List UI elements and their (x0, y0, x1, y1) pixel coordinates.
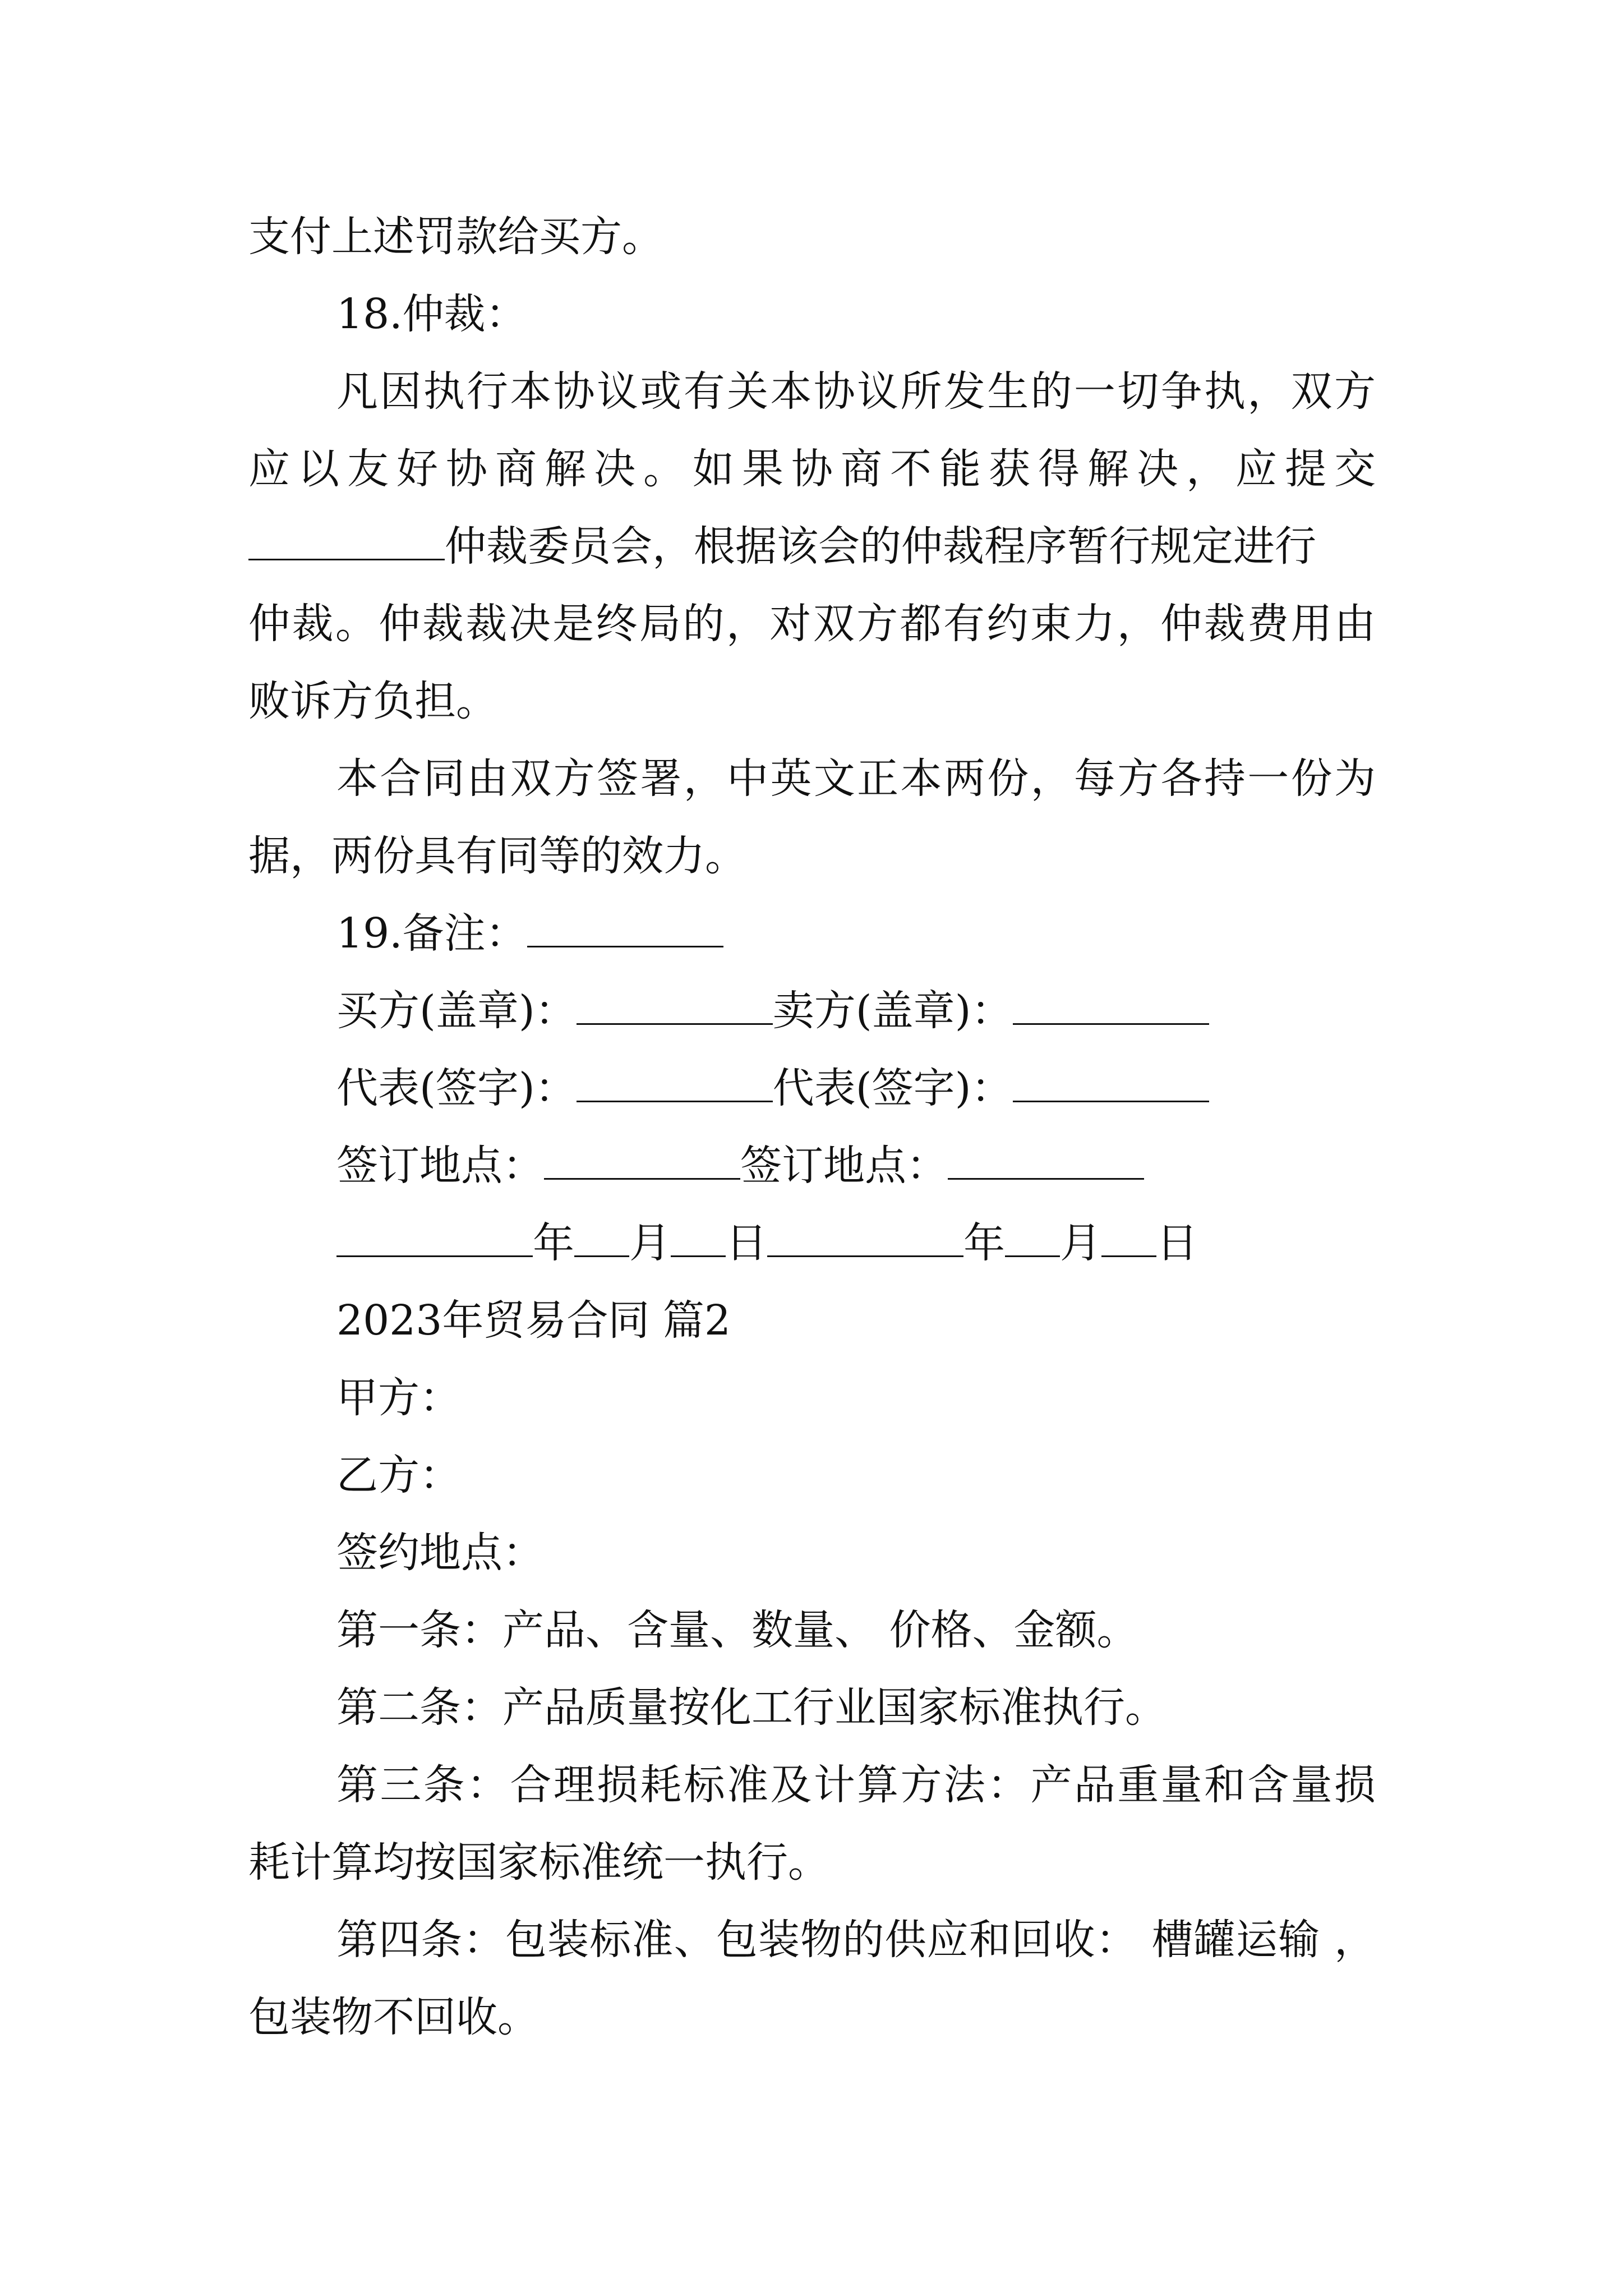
year-label: 年 (533, 1219, 574, 1267)
year-label: 年 (963, 1219, 1005, 1267)
blank-field (574, 1221, 629, 1257)
day-label: 日 (1156, 1219, 1198, 1267)
party-b-line: 乙方： (336, 1451, 461, 1499)
blank-field (1005, 1221, 1060, 1257)
buyer-seal-label: 买方(盖章)： (336, 987, 577, 1035)
remarks-line (336, 905, 1376, 961)
month-label: 月 (629, 1219, 671, 1267)
paragraph-line: 应以友好协商解决。如果协商不能获得解决，应提交 (248, 445, 1376, 493)
article-4: 第四条：包装标准、包装物的供应和回收： 槽罐运输 ， (336, 1916, 1376, 1964)
paragraph-line: 凡因执行本协议或有关本协议所发生的一切争执，双方 (336, 367, 1376, 416)
blank-field (767, 1221, 963, 1257)
paragraph-line: 据，两份具有同等的效力。 (248, 832, 746, 880)
paragraph-line: 败诉方负担。 (248, 677, 497, 725)
paragraph-line: 支付上述罚款给买方。 (248, 213, 663, 261)
sign-place-line: 签约地点： (336, 1529, 544, 1577)
day-label: 日 (726, 1219, 767, 1267)
blank-field (336, 1221, 533, 1257)
place-label: 签订地点： (336, 1142, 544, 1190)
blank-field (948, 1143, 1144, 1180)
rep-sign-label: 代表(签字)： (336, 1064, 577, 1112)
paragraph-line (248, 518, 1376, 574)
blank-field (527, 911, 723, 947)
section-heading-arbitration: 18.仲裁： (336, 290, 527, 338)
article-4-continued: 包装物不回收。 (248, 1993, 539, 2041)
seller-seal-label: 卖方(盖章)： (772, 987, 1013, 1035)
blank-field (577, 988, 773, 1025)
remarks-label: 19.备注： (336, 909, 527, 958)
paragraph-line: 本合同由双方签署，中英文正本两份，每方各持一份为 (336, 754, 1376, 803)
article-2: 第二条：产品质量按化工行业国家标准执行。 (336, 1683, 1166, 1732)
paragraph-text: 仲裁委员会，根据该会的仲裁程序暂行规定进行 (445, 522, 1316, 570)
place-line (336, 1138, 1376, 1194)
party-a-line: 甲方： (336, 1374, 461, 1422)
blank-field (671, 1221, 726, 1257)
article-1: 第一条：产品、含量、数量、 价格、金额。 (336, 1606, 1138, 1654)
document-heading: 2023年贸易合同 篇2 (336, 1296, 731, 1345)
blank-field (1101, 1221, 1156, 1257)
blank-field (577, 1066, 773, 1102)
rep-sign-label: 代表(签字)： (772, 1064, 1013, 1112)
blank-field (544, 1143, 740, 1180)
blank-field (248, 524, 445, 560)
signature-line (336, 1060, 1376, 1116)
blank-field (1013, 988, 1209, 1025)
article-3-continued: 耗计算均按国家标准统一执行。 (248, 1838, 829, 1887)
paragraph-line: 仲裁。仲裁裁决是终局的，对双方都有约束力，仲裁费用由 (248, 600, 1376, 648)
place-label: 签订地点： (740, 1142, 948, 1190)
date-line (336, 1215, 1376, 1271)
seal-line (336, 983, 1376, 1039)
month-label: 月 (1060, 1219, 1101, 1267)
article-3: 第三条：合理损耗标准及计算方法：产品重量和含量损 (336, 1761, 1376, 1809)
blank-field (1013, 1066, 1209, 1102)
